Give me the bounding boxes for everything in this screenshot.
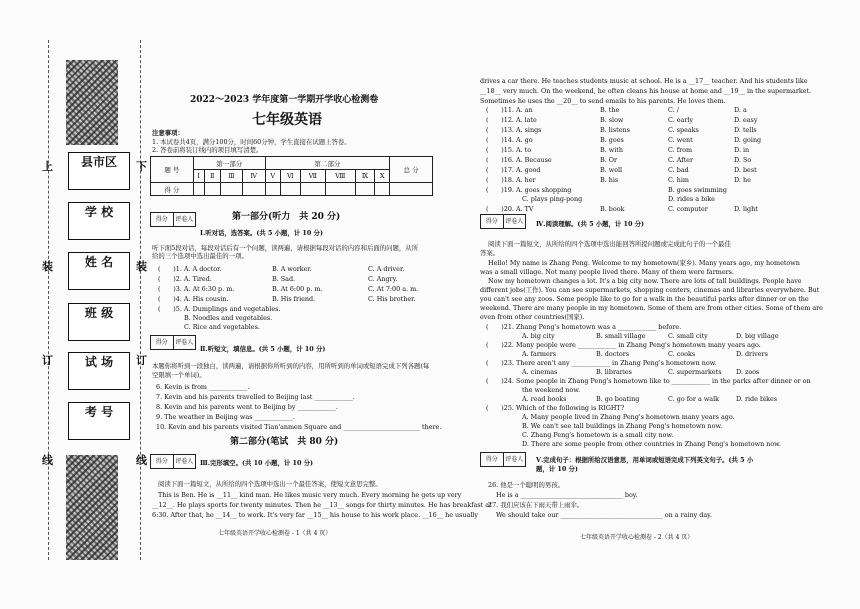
option-text: B. libraries [596,368,632,376]
table-cell: Ⅳ [242,170,265,183]
passage-text: weekend. There are many people in my hometown. Some of them are from other cities. Some of them are [480,304,823,312]
passage-text: This is Ben. He is __11__ kind man. He likes music very much. Every morning he gets up very [158,491,462,499]
grader-label: 评卷人 [505,218,524,225]
question-text: the weekend now. [522,386,581,394]
field-label: 学 校 [84,205,114,219]
passage-text: different jobs(工作). You can see supermarkets, shopping centers, cinemas and libraries everywhere. But [480,286,820,294]
option-text: C. Rice and vegetables. [184,323,260,331]
option-text: C. cooks [668,350,696,358]
question-text: 6. Kevin is from ____________. [156,383,250,391]
binding-mark: 下 [136,160,147,173]
option-text: D. going [734,136,762,144]
option-text: B. the [600,106,620,114]
option-text: A. farmers [522,350,557,358]
question-text: ( )20. A. TV [486,205,534,213]
table-cell: 得 分 [151,183,194,196]
option-text: D. There are some people from other countries in Zhang Peng's hometown now. [522,440,781,448]
option-text: B. go boating [596,395,640,403]
option-text: B. book [600,205,625,213]
instruction-text: 听下面5段对话，每段对话后有一个问题，读两遍，请根据每段对话的内容和后面的问题，从所 [152,244,419,252]
question-text: ( )1. A. A doctor. [158,265,222,273]
table-header: 第二部分 [265,157,390,170]
score-cell[interactable] [300,183,325,196]
option-text: B. doctors [596,350,630,358]
grader-box [480,214,526,229]
option-text: B. with [600,146,623,154]
notice-item: 2. 答卷前将装订线内的项目填写清楚。 [152,146,263,154]
option-text: C. small city [668,332,708,340]
passage-text: you can't see any zoos. Some people like to go for a walk in the beautiful parks after dinner or on the [480,295,809,303]
score-cell[interactable] [390,183,433,196]
score-label: 得分 [481,215,504,228]
option-text: D. a [734,106,747,114]
notice-heading: 注意事项： [152,129,184,137]
option-text: C. from [668,146,693,154]
subject-title: 七年级英语 [252,112,322,128]
question-text: ( )2. A. Tired. [158,275,212,283]
part-heading: 第二部分(笔试 共 80 分) [230,437,339,447]
option-text: C. him [668,176,689,184]
question-text: 10. Kevin and his parents visited Tian'anmen Square and ________________________ there. [156,423,442,431]
option-text: B. slow [600,116,624,124]
exam-title: 2022～2023 学年度第一学期开学收心检测卷 [190,95,379,105]
question-text: 7. Kevin and his parents travelled to Beijing last ____________. [156,393,355,401]
grader-box [150,212,196,227]
option-text: C. / [668,106,679,114]
option-text: B. At 6:00 p. m. [272,285,323,293]
option-text: C. Angry. [368,275,398,283]
option-text: D. in [734,146,750,154]
option-text: D. zoos [736,368,760,376]
question-text: ( )25. Which of the following is RIGHT? [486,404,625,412]
section-heading: Ⅴ.完成句子：根据所给汉语意思，用单词或短语完成下列英文句子。(共 5 小 [536,456,754,464]
binding-mark: 订 [136,354,147,367]
option-text: C. bad [668,166,689,174]
option-text: C. Zhang Peng's hometown is a small city now. [522,431,674,439]
option-text: B. A worker. [272,265,312,273]
qr-code-image [66,60,118,145]
option-text: C. supermarkets [668,368,722,376]
section-heading: Ⅳ.阅读理解。(共 5 小题，计 10 分) [536,220,645,228]
option-text: C. go for a walk [668,395,720,403]
option-text: B. His friend. [272,295,316,303]
field-label: 姓 名 [84,255,114,269]
option-text: C. computer [668,205,708,213]
table-cell: Ⅴ [265,170,280,183]
option-text: D. best [734,166,757,174]
option-text: C. A driver. [368,265,405,273]
passage-text: Now my hometown changes a lot. It's a big city now. There are lots of tall buildings. People have [488,277,802,285]
option-text: D. rides a bike [668,195,715,203]
page-footer: 七年级英语开学收心检测卷 - 2（共 4 页） [580,534,694,541]
county-field[interactable] [68,152,130,190]
page-footer: 七年级英语开学收心检测卷 - 1（共 4 页） [218,530,332,537]
question-text: 9. The weather in Beijing was ____________. [156,413,295,421]
option-text: D. tells [734,126,757,134]
section-heading: Ⅲ.完形填空。(共 10 小题，计 10 分) [200,459,314,467]
option-text: B. We can't see tall buildings in Zhang Peng's hometown now. [522,422,723,430]
instruction-text: 给的三个选项中选出最佳的一项。 [152,252,248,260]
question-text: ( )21. Zhang Peng's hometown was a ____________ before. [486,323,682,331]
score-cell[interactable] [280,183,300,196]
passage-text: Hello! My name is Zhang Peng. Welcome to my hometown(家乡). Many years ago, my hometown [488,259,800,267]
question-text: ( )4. A. His cousin. [158,295,229,303]
option-text: A. big city [522,332,555,340]
option-text: C. went [668,136,693,144]
school-field[interactable] [68,202,130,240]
section-heading: Ⅱ.听短文，填信息。(共 5 小题，计 10 分) [200,345,326,353]
question-text: ( )3. A. At 6:30 p. m. [158,285,235,293]
option-text: D. he [734,176,751,184]
table-cell: Ⅹ [375,170,390,183]
score-cell[interactable] [375,183,390,196]
binding-mark: 线 [136,454,147,467]
option-text: B. goes swimming [668,186,727,194]
option-text: A. read books [522,395,567,403]
grader-label: 评卷人 [175,458,194,465]
question-text: ( )12. A. late [486,116,537,124]
option-text: C. After [668,156,693,164]
question-text: ( )17. A. good [486,166,541,174]
score-cell[interactable] [325,183,355,196]
question-text: 26. 他是一个聪明的男孩。 [488,481,565,489]
score-cell[interactable] [220,183,242,196]
score-cell[interactable] [355,183,374,196]
option-text: B. his [600,176,619,184]
cut-line [48,40,49,560]
instruction-text: 阅读下面一篇短文，从所给的四个选项中选出能回答所提问题或完成此句子的一个最佳 [488,240,731,248]
passage-text: Sometimes he uses the __20__ to send emails to his parents. He loves them. [480,97,726,105]
class-field[interactable] [68,303,130,341]
question-text: ( )22. Many people were ____________ in Zhang Peng's hometown many years ago. [486,341,761,349]
option-text: C. At 7:00 a. m. [368,285,419,293]
table-header: 总 分 [390,157,433,183]
passage-text: drives a car there. He teaches students music at school. He is a __17__ teacher. And his students like [480,77,808,85]
table-cell: Ⅵ [280,170,300,183]
table-header: 第一部分 [193,157,265,170]
score-cell[interactable] [204,183,220,196]
question-text: ( )5. A. Dumplings and vegetables. [158,305,281,313]
field-label: 试 场 [84,355,114,369]
option-text: B. Noodles and vegetables. [184,314,273,322]
score-label: 得分 [151,336,174,349]
passage-text: __12__. He plays sports for twenty minutes. Then he __13__ songs for thirty minutes. He has breakfast at [152,501,492,509]
answer-line[interactable]: He is a ________________________________ boy. [496,491,638,499]
question-text: ( )18. A. her [486,176,536,184]
table-header: 题 号 [151,157,194,183]
grader-label: 评卷人 [175,216,194,223]
score-table [150,156,433,196]
grader-box [150,335,196,350]
option-text: C. plays ping-pong [522,195,583,203]
table-cell: Ⅸ [355,170,374,183]
option-text: B. Or [600,156,618,164]
exam-number-field[interactable] [68,402,130,440]
binding-mark: 订 [42,354,53,367]
passage-text: was a small village. Not many people lived there. Many of them were farmers. [480,268,734,276]
option-text: D. big village [736,332,779,340]
option-text: D. drivers [736,350,768,358]
name-field[interactable] [68,252,130,290]
question-text: ( )15. A. to [486,146,532,154]
score-label: 得分 [481,453,504,466]
option-text: B. listens [600,126,630,134]
binding-mark: 线 [42,454,53,467]
answer-line[interactable]: We should take our ________________________________ on a rainy day. [496,511,712,519]
score-label: 得分 [151,213,174,226]
score-cell[interactable] [193,183,204,196]
part-heading: 第一部分(听力 共 20 分) [232,212,341,222]
question-text: ( )23. There aren't any ____________ in Zhang Peng's hometown now. [486,359,717,367]
instruction-text: 本题你将听到一段独白，读两遍，请根据你所听到的内容，用所听到的单词或短语完成下列各题(每 [152,362,430,370]
field-label: 县市区 [80,155,117,169]
table-cell: Ⅷ [325,170,355,183]
passage-text: 6:30. After that, he __14__ to work. It's very far __15__ his house to his work place. __16__ he usually [152,511,479,519]
option-text: D. easy [734,116,758,124]
question-text: 8. Kevin and his parents went to Beijing by ____________. [156,403,338,411]
grader-box [480,452,526,467]
field-label: 考 号 [84,405,114,419]
field-label: 班 级 [84,306,114,320]
section-heading: Ⅰ.听对话，选答案。(共 5 小题，计 10 分) [200,229,323,237]
table-cell: Ⅰ [193,170,204,183]
binding-mark: 上 [42,160,53,173]
question-text: 27. 我们应该在下雨天带上雨伞。 [488,501,584,509]
option-text: A. Many people lived in Zhang Peng's hometown many years ago. [522,413,735,421]
option-text: B. small village [596,332,646,340]
option-text: D. ride bikes [736,395,778,403]
instruction-text: 答案。 [480,249,500,257]
option-text: B. Sad. [272,275,296,283]
grader-label: 评卷人 [505,456,524,463]
grader-box [150,454,196,469]
instruction-text: 阅读下面一篇短文，从所给的四个选项中选出一个最佳答案，使短文意思完整。 [158,480,382,488]
table-cell: Ⅲ [220,170,242,183]
option-text: B. goes [600,136,624,144]
table-cell: Ⅱ [204,170,220,183]
option-text: D. So [734,156,752,164]
instruction-text: 空限填一个单词)。 [152,371,206,379]
section-heading: 题，计 10 分) [536,465,578,473]
grader-label: 评卷人 [175,339,194,346]
qr-code-image [66,455,118,560]
binding-mark: 装 [42,260,53,273]
score-label: 得分 [151,455,174,468]
cut-line [140,40,141,560]
question-text: ( )13. A. sings [486,126,542,134]
notice-item: 1. 本试卷共4页，满分100分，时间60分钟，学生直接在试题上答卷。 [152,138,351,146]
score-cell[interactable] [242,183,265,196]
question-text: ( )16. A. Because [486,156,552,164]
question-text: ( )14. A. go [486,136,533,144]
question-text: ( )11. A. an [486,106,533,114]
passage-text: __18__ very much. On the weekend, he often cleans his house at home and __19__ in the supermarket. [480,87,812,95]
option-text: A. cinemas [522,368,558,376]
option-text: C. early [668,116,694,124]
option-text: C. His brother. [368,295,416,303]
binding-mark: 装 [136,260,147,273]
question-text: ( )19. A. goes shopping [486,186,572,194]
option-text: D. light [734,205,758,213]
table-cell: Ⅶ [300,170,325,183]
option-text: B. well [600,166,623,174]
question-text: ( )24. Some people in Zhang Peng's hometown like to ____________ in the parks after dinner or on [486,377,811,385]
option-text: C. speaks [668,126,699,134]
passage-text: even from other countries(国家). [480,313,585,321]
score-cell[interactable] [265,183,280,196]
exam-room-field[interactable] [68,352,130,390]
